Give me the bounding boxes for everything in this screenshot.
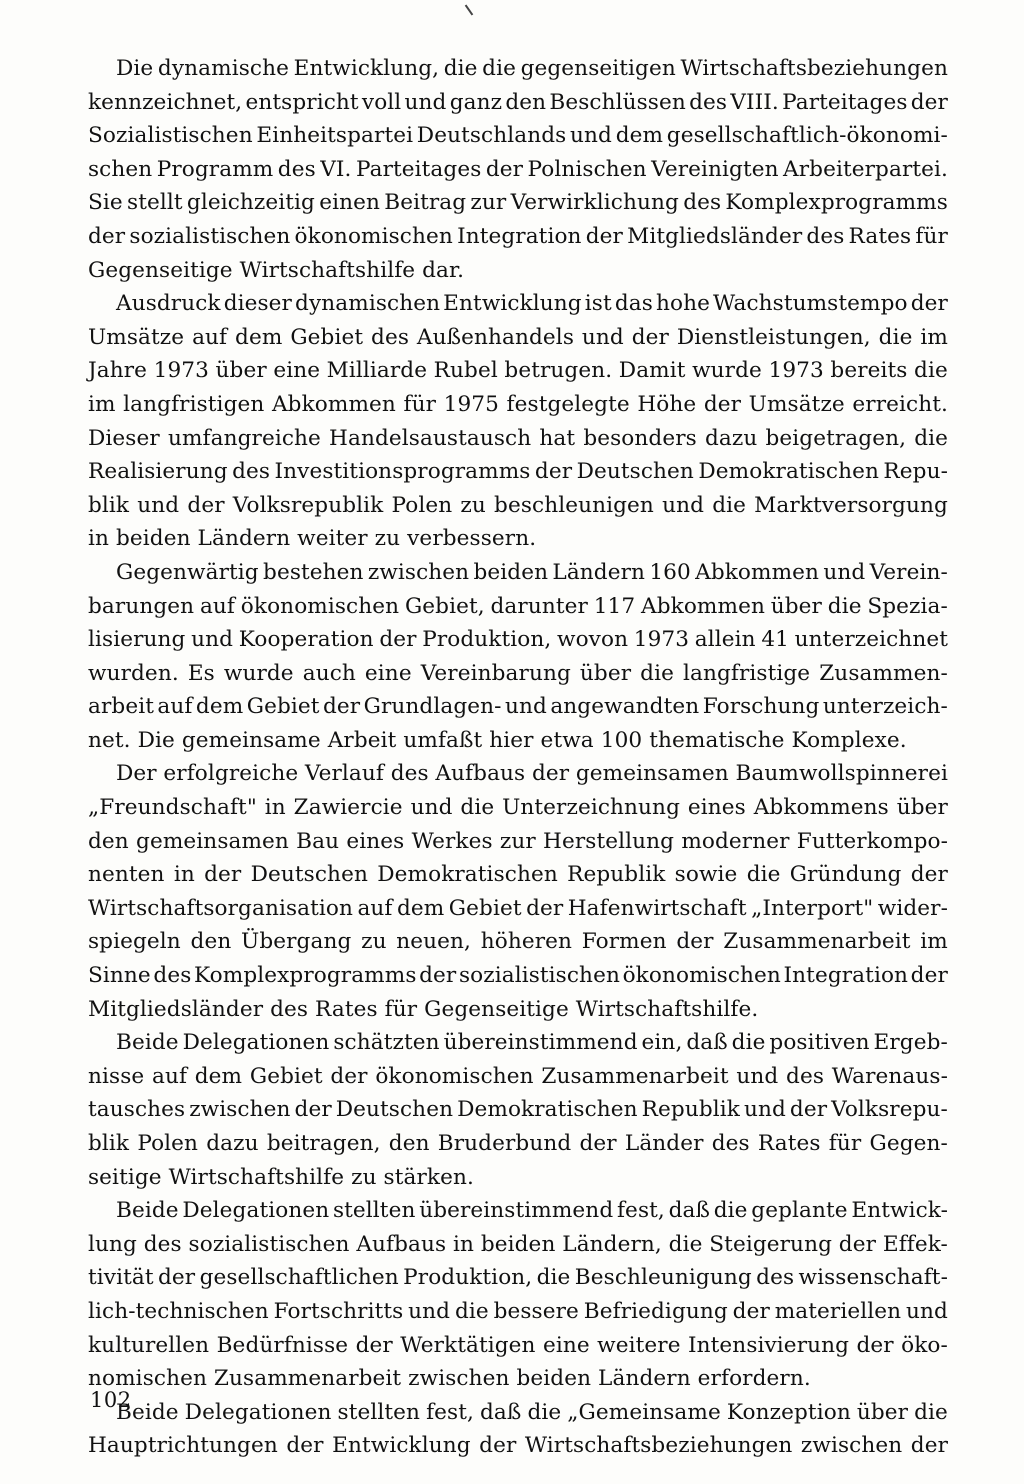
text-line: spiegeln den Übergang zu neuen, höheren Formen der Zusammenarbeit im xyxy=(88,929,948,955)
text-line: lisierung und Kooperation der Produktion, wovon 1973 allein 41 unterzeichnet xyxy=(88,627,948,653)
paragraph xyxy=(88,1396,948,1463)
text-line: Realisierung des Investitionsprogramms der Deutschen Demokratischen Repu- xyxy=(88,459,948,485)
paragraph xyxy=(88,287,948,556)
text-line: blik Polen dazu beitragen, den Bruderbund der Länder des Rates für Gegen- xyxy=(88,1131,948,1156)
text-line: barungen auf ökonomischen Gebiet, darunter 117 Abkommen über die Spezia- xyxy=(88,593,948,619)
text-line: Sinne des Komplexprogramms der sozialistischen ökonomischen Integration der xyxy=(88,963,948,989)
text-line: Sozialistischen Einheitspartei Deutschlands und dem gesellschaftlich-ökonomi- xyxy=(88,123,948,149)
text-line: Dieser umfangreiche Handelsaustausch hat besonders dazu beigetragen, die xyxy=(88,425,948,451)
text-line: nomischen Zusammenarbeit zwischen beiden Ländern erfordern. xyxy=(88,1366,811,1392)
text-line: Beide Delegationen stellten übereinstimmend fest, daß die geplante Entwick- xyxy=(116,1198,948,1224)
text-line: Beide Delegationen schätzten übereinstimmend ein, daß die positiven Ergeb- xyxy=(116,1030,948,1056)
text-line: tausches zwischen der Deutschen Demokratischen Republik und der Volksrepu- xyxy=(88,1097,948,1123)
text-line: Mitgliedsländer des Rates für Gegenseitige Wirtschaftshilfe. xyxy=(88,996,759,1022)
text-line: arbeit auf dem Gebiet der Grundlagen- und angewandten Forschung unterzeich- xyxy=(88,694,948,720)
page-number: 102 xyxy=(90,1388,132,1412)
paragraph xyxy=(88,757,948,1026)
text-line: der sozialistischen ökonomischen Integration der Mitgliedsländer des Rates für xyxy=(88,223,948,249)
text-line: im langfristigen Abkommen für 1975 festgelegte Höhe der Umsätze erreicht. xyxy=(88,391,948,417)
text-line: Gegenwärtig bestehen zwischen beiden Ländern 160 Abkommen und Verein- xyxy=(116,559,948,585)
text-line: Ausdruck dieser dynamischen Entwicklung ist das hohe Wachstumstempo der xyxy=(116,291,948,317)
paragraph xyxy=(88,1026,948,1194)
text-line: Der erfolgreiche Verlauf des Aufbaus der gemeinsamen Baumwollspinnerei xyxy=(116,761,948,787)
paragraph xyxy=(88,52,948,287)
text-line: nisse auf dem Gebiet der ökonomischen Zusammenarbeit und des Warenaus- xyxy=(88,1063,948,1089)
text-line: kennzeichnet, entspricht voll und ganz den Beschlüssen des VIII. Parteitages der xyxy=(88,89,948,115)
text-line: Gegenseitige Wirtschaftshilfe dar. xyxy=(88,257,465,283)
text-line: lung des sozialistischen Aufbaus in beiden Ländern, die Steigerung der Effek- xyxy=(88,1231,948,1257)
text-line: seitige Wirtschaftshilfe zu stärken. xyxy=(88,1164,474,1190)
text-line: „Freundschaft" in Zawiercie und die Unterzeichnung eines Abkommens über xyxy=(88,795,948,821)
text-line: Die dynamische Entwicklung, die die gegenseitigen Wirtschaftsbeziehungen xyxy=(116,56,948,81)
text-line: Hauptrichtungen der Entwicklung der Wirtschaftsbeziehungen zwischen der xyxy=(88,1433,948,1459)
text-line: Wirtschaftsorganisation auf dem Gebiet der Hafenwirtschaft „Interport" wider- xyxy=(88,895,948,921)
text-line: Sie stellt gleichzeitig einen Beitrag zur Verwirklichung des Komplexprogramms xyxy=(88,190,948,216)
text-line: nenten in der Deutschen Demokratischen Republik sowie die Gründung der xyxy=(88,862,948,888)
text-line: den gemeinsamen Bau eines Werkes zur Herstellung moderner Futterkompo- xyxy=(88,828,948,854)
text-line: lich-technischen Fortschritts und die bessere Befriedigung der materiellen und xyxy=(88,1298,948,1324)
text-line: net. Die gemeinsame Arbeit umfaßt hier etwa 100 thematische Komplexe. xyxy=(88,727,907,753)
text-line: tivität der gesellschaftlichen Produktion, die Beschleunigung des wissenschaft- xyxy=(88,1265,948,1291)
scan-mark xyxy=(465,5,474,16)
text-line: Jahre 1973 über eine Milliarde Rubel betrugen. Damit wurde 1973 bereits die xyxy=(88,358,948,384)
text-line: kulturellen Bedürfnisse der Werktätigen eine weitere Intensivierung der öko- xyxy=(88,1332,948,1358)
paragraph xyxy=(88,1194,948,1396)
paragraph xyxy=(88,556,948,758)
text-line: in beiden Ländern weiter zu verbessern. xyxy=(88,526,537,552)
text-line: schen Programm des VI. Parteitages der Polnischen Vereinigten Arbeiterpartei. xyxy=(88,156,948,182)
text-line: wurden. Es wurde auch eine Vereinbarung über die langfristige Zusammen- xyxy=(88,660,948,686)
text-line: blik und der Volksrepublik Polen zu beschleunigen und die Marktversorgung xyxy=(88,492,948,518)
text-line: Beide Delegationen stellten fest, daß die „Gemeinsame Konzeption über die xyxy=(116,1399,948,1425)
body-text xyxy=(88,52,948,1463)
text-line: Umsätze auf dem Gebiet des Außenhandels und der Dienstleistungen, die im xyxy=(88,324,948,350)
